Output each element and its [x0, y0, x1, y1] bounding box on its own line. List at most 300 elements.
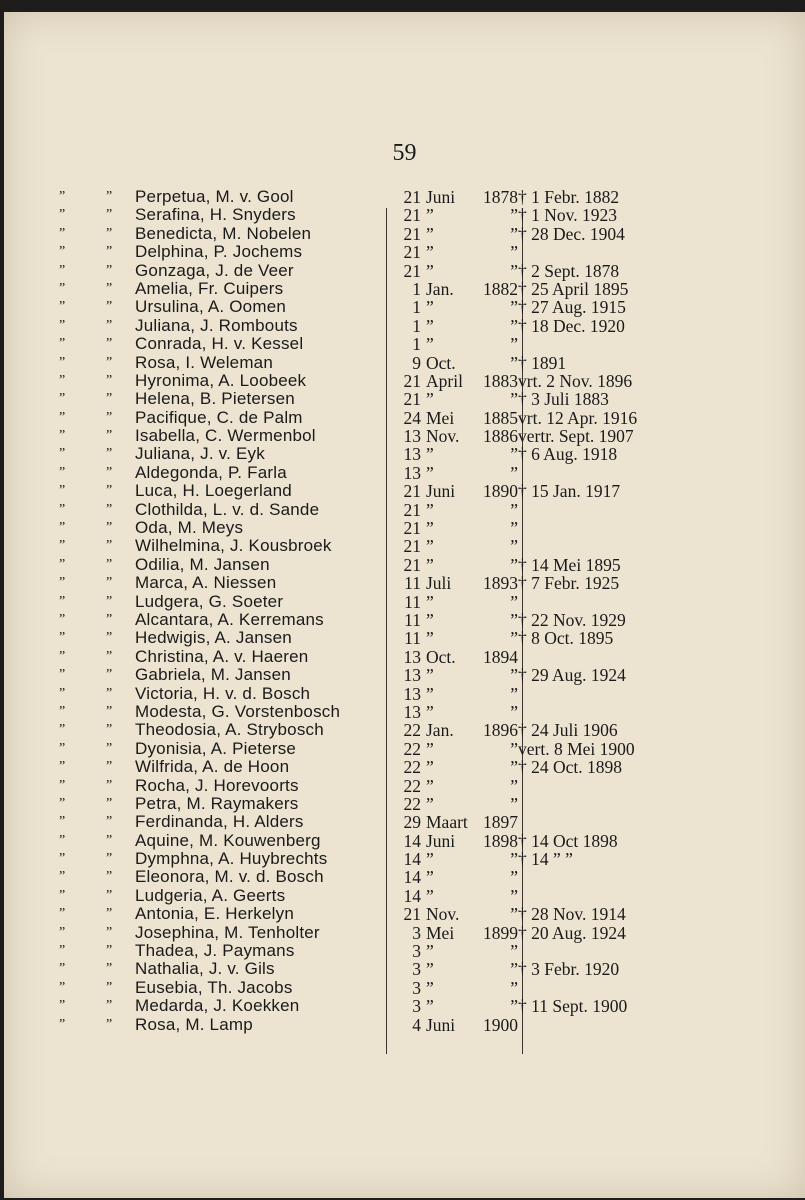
entry-year: ”	[510, 518, 518, 539]
ditto-mark: ”	[106, 336, 113, 352]
ditto-mark: ”	[106, 814, 113, 830]
ditto-mark: ”	[59, 906, 66, 922]
person-name: Clothilda, L. v. d. Sande	[135, 499, 320, 519]
entry-month: Jan.	[426, 278, 454, 299]
death-or-departure-note: vrt. 12 Apr. 1916	[518, 407, 638, 428]
entry-month: Juni	[426, 187, 456, 207]
person-name: Ferdinanda, H. Alders	[135, 812, 304, 832]
entry-year: ”	[510, 849, 518, 870]
entry-month: ”	[426, 297, 434, 318]
entry-day: 11	[404, 628, 421, 649]
register-row	[4, 298, 805, 316]
entry-month: Nov.	[426, 426, 460, 447]
entry-day: 22	[403, 738, 421, 759]
entry-month: ”	[426, 683, 434, 704]
register-row	[4, 372, 805, 390]
ditto-mark: ”	[59, 336, 66, 352]
entry-month: ”	[426, 996, 434, 1017]
entry-year: 1897	[483, 812, 518, 833]
entry-month: Juli	[426, 573, 452, 594]
person-name: Alcantara, A. Kerremans	[135, 609, 324, 629]
entry-year: ”	[510, 609, 518, 630]
entry-year: ”	[510, 665, 518, 686]
death-or-departure-note: † 14 Mei 1895	[518, 554, 621, 575]
register-row	[4, 740, 805, 758]
ditto-mark: ”	[106, 998, 113, 1014]
entry-year: ”	[510, 315, 518, 336]
person-name: Serafina, H. Snyders	[135, 205, 296, 225]
entry-month: Juni	[426, 830, 456, 851]
register-row	[4, 960, 805, 978]
entry-day: 9	[412, 352, 421, 373]
ditto-mark: ”	[59, 354, 66, 370]
death-or-departure-note: † 27 Aug. 1915	[518, 297, 626, 318]
entry-day: 3	[412, 922, 421, 943]
death-or-departure-note: vrt. 2 Nov. 1896	[518, 370, 633, 391]
ditto-mark: ”	[59, 501, 66, 517]
entry-year: ”	[510, 444, 518, 465]
entry-year: 1894	[483, 646, 518, 667]
person-name: Christina, A. v. Haeren	[135, 646, 309, 666]
ditto-mark: ”	[106, 225, 113, 241]
entry-month: ”	[426, 959, 434, 980]
entry-day: 3	[412, 941, 421, 962]
person-name: Petra, M. Raymakers	[135, 793, 299, 813]
entry-month: Jan.	[426, 720, 454, 741]
ditto-mark: ”	[106, 906, 113, 922]
entry-day: 13	[403, 665, 421, 686]
entry-day: 14	[403, 885, 421, 906]
ditto-mark: ”	[106, 851, 113, 867]
entry-month: ”	[426, 444, 434, 465]
register-row	[4, 262, 805, 280]
entry-year: 1893	[483, 573, 518, 594]
ditto-mark: ”	[59, 759, 66, 775]
entry-year: ”	[510, 499, 518, 520]
ditto-mark: ”	[106, 189, 113, 204]
ditto-mark: ”	[59, 372, 66, 388]
entry-day: 21	[403, 242, 421, 263]
entry-month: ”	[426, 462, 434, 483]
ditto-mark: ”	[59, 611, 66, 627]
person-name: Gonzaga, J. de Veer	[135, 260, 294, 280]
register-row	[4, 758, 805, 776]
entry-year: ”	[510, 867, 518, 888]
ditto-mark: ”	[106, 520, 113, 536]
ditto-mark: ”	[59, 483, 66, 499]
entry-year: 1883	[483, 370, 518, 391]
death-or-departure-note: † 24 Juli 1906	[518, 720, 618, 741]
entry-year: ”	[510, 554, 518, 575]
entry-year: ”	[510, 757, 518, 778]
entry-month: ”	[426, 701, 434, 722]
death-or-departure-note: † 2 Sept. 1878	[518, 260, 620, 281]
death-or-departure-note: † 7 Febr. 1925	[518, 573, 620, 594]
register-row	[4, 703, 805, 721]
ditto-mark: ”	[106, 667, 113, 683]
entry-month: ”	[426, 757, 434, 778]
entry-month: ”	[426, 315, 434, 336]
person-name: Oda, M. Meys	[135, 518, 244, 538]
entry-day: 3	[412, 996, 421, 1017]
ditto-mark: ”	[59, 795, 66, 811]
death-or-departure-note: vertr. Sept. 1907	[518, 426, 634, 447]
death-or-departure-note: † 6 Aug. 1918	[518, 444, 618, 465]
person-name: Ursulina, A. Oomen	[135, 297, 286, 317]
person-name: Conrada, H. v. Kessel	[135, 334, 304, 354]
page-number: 59	[392, 140, 417, 166]
ditto-mark: ”	[59, 262, 66, 278]
entry-year: ”	[510, 775, 518, 796]
ditto-mark: ”	[59, 189, 66, 204]
entry-day: 13	[403, 701, 421, 722]
ditto-mark: ”	[59, 299, 66, 315]
book-page	[4, 12, 805, 1198]
register-row	[4, 574, 805, 592]
entry-day: 3	[412, 959, 421, 980]
person-name: Aquine, M. Kouwenberg	[135, 830, 321, 850]
death-or-departure-note: † 25 April 1895	[518, 278, 629, 299]
entry-day: 21	[403, 481, 421, 502]
entry-year: ”	[510, 536, 518, 557]
entry-month: ”	[426, 941, 434, 962]
entry-day: 1	[412, 315, 421, 336]
ditto-mark: ”	[106, 317, 113, 333]
death-or-departure-note: † 22 Nov. 1929	[518, 609, 626, 630]
person-name: Eusebia, Th. Jacobs	[135, 977, 293, 997]
entry-month: ”	[426, 849, 434, 870]
ditto-mark: ”	[59, 943, 66, 959]
person-name: Pacifique, C. de Palm	[135, 407, 303, 427]
death-or-departure-note: † 11 Sept. 1900	[518, 996, 628, 1017]
death-or-departure-note: † 8 Oct. 1895	[518, 628, 614, 649]
entry-day: 21	[403, 260, 421, 281]
person-name: Benedicta, M. Nobelen	[135, 223, 312, 243]
register-row	[4, 924, 805, 942]
person-name: Gabriela, M. Jansen	[135, 665, 291, 685]
register-row	[4, 942, 805, 960]
register-row	[4, 280, 805, 298]
register-row	[4, 648, 805, 666]
ditto-mark: ”	[106, 280, 113, 296]
death-or-departure-note: † 1 Febr. 1882	[518, 187, 620, 207]
ditto-mark: ”	[59, 979, 66, 995]
ditto-mark: ”	[106, 943, 113, 959]
death-or-departure-note: † 29 Aug. 1924	[518, 665, 626, 686]
entry-year: ”	[510, 223, 518, 244]
entry-day: 13	[403, 683, 421, 704]
ditto-mark: ”	[59, 575, 66, 591]
register-row	[4, 556, 805, 574]
ditto-mark: ”	[106, 832, 113, 848]
ditto-mark: ”	[106, 648, 113, 664]
entry-day: 22	[403, 720, 421, 741]
person-name: Aldegonda, P. Farla	[135, 462, 287, 482]
entry-month: ”	[426, 867, 434, 888]
person-name: Ludgeria, A. Geerts	[135, 885, 286, 905]
entry-day: 21	[403, 370, 421, 391]
ditto-mark: ”	[106, 575, 113, 591]
ditto-mark: ”	[59, 648, 66, 664]
entry-day: 14	[403, 830, 421, 851]
entry-month: Juni	[426, 481, 456, 502]
ditto-mark: ”	[106, 207, 113, 223]
ditto-mark: ”	[59, 685, 66, 701]
person-name: Isabella, C. Wermenbol	[135, 426, 316, 446]
death-or-departure-note: † 14 ” ”	[518, 849, 573, 870]
entry-day: 21	[403, 389, 421, 410]
ditto-mark: ”	[59, 391, 66, 407]
person-name: Wilhelmina, J. Kousbroek	[135, 536, 332, 556]
register-list	[4, 188, 805, 1034]
ditto-mark: ”	[59, 593, 66, 609]
entry-day: 3	[412, 977, 421, 998]
entry-day: 22	[403, 793, 421, 814]
entry-month: ”	[426, 554, 434, 575]
ditto-mark: ”	[59, 520, 66, 536]
entry-month: Juni	[426, 1014, 456, 1035]
entry-year: ”	[510, 334, 518, 355]
ditto-mark: ”	[106, 703, 113, 719]
entry-day: 1	[412, 334, 421, 355]
register-row	[4, 832, 805, 850]
ditto-mark: ”	[106, 391, 113, 407]
entry-year: 1899	[483, 922, 518, 943]
ditto-mark: ”	[106, 630, 113, 646]
ditto-mark: ”	[59, 924, 66, 940]
person-name: Antonia, E. Herkelyn	[135, 904, 294, 924]
entry-month: ”	[426, 205, 434, 226]
ditto-mark: ”	[106, 409, 113, 425]
entry-month: Mei	[426, 922, 455, 943]
person-name: Hedwigis, A. Jansen	[135, 628, 292, 648]
register-row	[4, 795, 805, 813]
entry-month: ”	[426, 885, 434, 906]
person-name: Helena, B. Pietersen	[135, 389, 295, 409]
person-name: Eleonora, M. v. d. Bosch	[135, 867, 324, 887]
person-name: Delphina, P. Jochems	[135, 242, 303, 262]
entry-day: 21	[403, 187, 421, 207]
register-row	[4, 537, 805, 555]
entry-year: ”	[510, 959, 518, 980]
entry-month: ”	[426, 260, 434, 281]
entry-year: 1885	[483, 407, 518, 428]
person-name: Wilfrida, A. de Hoon	[135, 757, 290, 777]
entry-day: 13	[403, 426, 421, 447]
entry-day: 13	[403, 462, 421, 483]
person-name: Josephina, M. Tenholter	[135, 922, 320, 942]
register-row	[4, 390, 805, 408]
entry-month: ”	[426, 223, 434, 244]
entry-year: ”	[510, 793, 518, 814]
ditto-mark: ”	[59, 244, 66, 260]
person-name: Theodosia, A. Strybosch	[135, 720, 324, 740]
entry-year: 1900	[483, 1014, 518, 1035]
register-row	[4, 905, 805, 923]
death-or-departure-note: † 3 Febr. 1920	[518, 959, 620, 980]
register-row	[4, 519, 805, 537]
ditto-mark: ”	[106, 722, 113, 738]
ditto-mark: ”	[106, 961, 113, 977]
register-row	[4, 188, 805, 206]
ditto-mark: ”	[106, 924, 113, 940]
entry-day: 11	[404, 573, 421, 594]
ditto-mark: ”	[59, 317, 66, 333]
register-row	[4, 225, 805, 243]
register-row	[4, 445, 805, 463]
entry-year: 1886	[483, 426, 518, 447]
entry-day: 21	[403, 904, 421, 925]
entry-month: ”	[426, 389, 434, 410]
entry-day: 13	[403, 646, 421, 667]
entry-month: ”	[426, 536, 434, 557]
entry-year: ”	[510, 260, 518, 281]
entry-day: 4	[412, 1014, 421, 1035]
entry-month: ”	[426, 793, 434, 814]
register-row	[4, 850, 805, 868]
entry-day: 13	[403, 444, 421, 465]
entry-day: 21	[403, 536, 421, 557]
ditto-mark: ”	[106, 685, 113, 701]
register-row	[4, 482, 805, 500]
ditto-mark: ”	[106, 372, 113, 388]
entry-year: ”	[510, 205, 518, 226]
ditto-mark: ”	[59, 225, 66, 241]
entry-day: 21	[403, 518, 421, 539]
ditto-mark: ”	[106, 354, 113, 370]
person-name: Perpetua, M. v. Gool	[135, 187, 294, 206]
entry-year: 1882	[483, 278, 518, 299]
entry-month: ”	[426, 628, 434, 649]
ditto-mark: ”	[59, 446, 66, 462]
ditto-mark: ”	[59, 740, 66, 756]
person-name: Juliana, J. v. Eyk	[135, 444, 265, 464]
person-name: Rosa, M. Lamp	[135, 1014, 253, 1034]
person-name: Rosa, I. Weleman	[135, 352, 273, 372]
entry-year: ”	[510, 297, 518, 318]
register-row	[4, 777, 805, 795]
entry-month: ”	[426, 334, 434, 355]
register-row	[4, 206, 805, 224]
ditto-mark: ”	[59, 961, 66, 977]
person-name: Dymphna, A. Huybrechts	[135, 849, 328, 869]
entry-year: ”	[510, 242, 518, 263]
entry-month: ”	[426, 775, 434, 796]
entry-year: 1898	[483, 830, 518, 851]
death-or-departure-note: † 24 Oct. 1898	[518, 757, 623, 778]
ditto-mark: ”	[106, 759, 113, 775]
ditto-mark: ”	[106, 777, 113, 793]
ditto-mark: ”	[106, 446, 113, 462]
death-or-departure-note: † 20 Aug. 1924	[518, 922, 626, 943]
ditto-mark: ”	[59, 887, 66, 903]
entry-year: 1890	[483, 481, 518, 502]
person-name: Juliana, J. Rombouts	[135, 315, 298, 335]
entry-month: ”	[426, 738, 434, 759]
entry-day: 21	[403, 554, 421, 575]
death-or-departure-note: † 3 Juli 1883	[518, 389, 609, 410]
ditto-mark: ”	[59, 207, 66, 223]
death-or-departure-note: † 15 Jan. 1917	[518, 481, 621, 502]
entry-year: 1878	[483, 187, 518, 207]
entry-day: 14	[403, 867, 421, 888]
register-row	[4, 354, 805, 372]
ditto-mark: ”	[59, 851, 66, 867]
entry-year: ”	[510, 904, 518, 925]
entry-year: ”	[510, 738, 518, 759]
person-name: Medarda, J. Koekken	[135, 996, 300, 1016]
person-name: Rocha, J. Horevoorts	[135, 775, 299, 795]
ditto-mark: ”	[59, 1016, 66, 1032]
entry-month: Oct.	[426, 646, 456, 667]
ditto-mark: ”	[106, 483, 113, 499]
entry-day: 21	[403, 499, 421, 520]
ditto-mark: ”	[106, 795, 113, 811]
entry-day: 21	[403, 223, 421, 244]
entry-year: ”	[510, 885, 518, 906]
person-name: Thadea, J. Paymans	[135, 941, 295, 961]
register-row	[4, 1016, 805, 1034]
ditto-mark: ”	[59, 428, 66, 444]
register-row	[4, 629, 805, 647]
ditto-mark: ”	[106, 556, 113, 572]
ditto-mark: ”	[106, 979, 113, 995]
register-row	[4, 501, 805, 519]
entry-day: 29	[403, 812, 421, 833]
ditto-mark: ”	[59, 703, 66, 719]
ditto-mark: ”	[59, 667, 66, 683]
ditto-mark: ”	[106, 262, 113, 278]
register-row	[4, 868, 805, 886]
person-name: Hyronima, A. Loobeek	[135, 370, 307, 390]
ditto-mark: ”	[106, 869, 113, 885]
entry-month: Maart	[426, 812, 468, 833]
entry-day: 1	[412, 278, 421, 299]
ditto-mark: ”	[59, 722, 66, 738]
ditto-mark: ”	[59, 832, 66, 848]
person-name: Odilia, M. Jansen	[135, 554, 270, 574]
entry-year: ”	[510, 701, 518, 722]
register-row	[4, 979, 805, 997]
ditto-mark: ”	[106, 501, 113, 517]
register-row	[4, 243, 805, 261]
entry-month: April	[426, 370, 463, 391]
entry-day: 24	[403, 407, 421, 428]
entry-year: ”	[510, 462, 518, 483]
death-or-departure-note: † 1 Nov. 1923	[518, 205, 618, 226]
ditto-mark: ”	[106, 887, 113, 903]
death-or-departure-note: vert. 8 Mei 1900	[518, 738, 635, 759]
register-row	[4, 409, 805, 427]
entry-year: ”	[510, 628, 518, 649]
entry-month: ”	[426, 518, 434, 539]
entry-year: ”	[510, 389, 518, 410]
entry-year: ”	[510, 941, 518, 962]
register-row	[4, 335, 805, 353]
register-row	[4, 593, 805, 611]
register-row	[4, 721, 805, 739]
ditto-mark: ”	[106, 428, 113, 444]
person-name: Ludgera, G. Soeter	[135, 591, 284, 611]
ditto-mark: ”	[106, 1016, 113, 1032]
ditto-mark: ”	[59, 814, 66, 830]
death-or-departure-note: † 1891	[518, 352, 567, 373]
entry-month: Nov.	[426, 904, 460, 925]
ditto-mark: ”	[59, 409, 66, 425]
entry-year: ”	[510, 996, 518, 1017]
death-or-departure-note: † 14 Oct 1898	[518, 830, 618, 851]
entry-day: 21	[403, 205, 421, 226]
